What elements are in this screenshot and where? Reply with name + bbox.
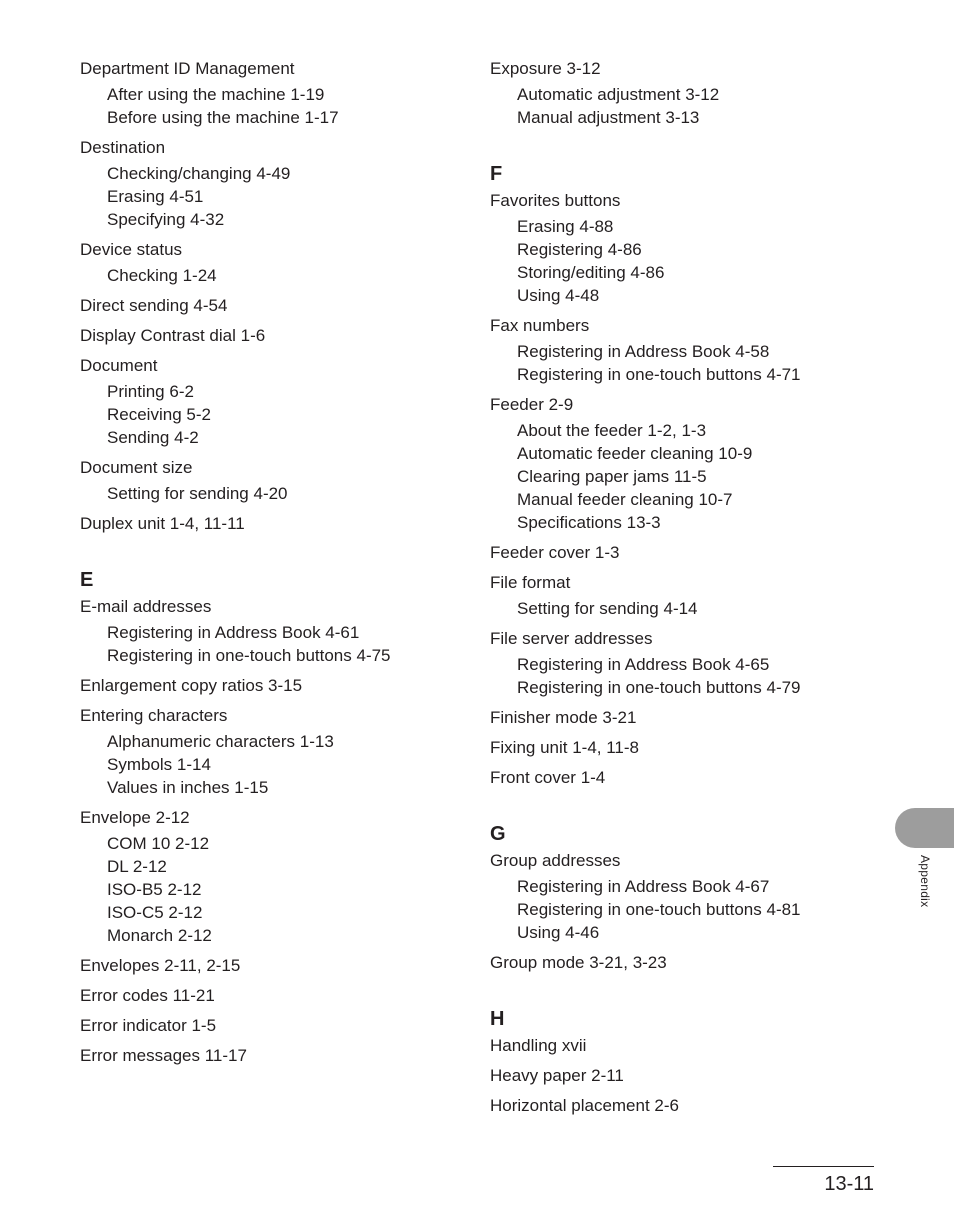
index-entry bbox=[80, 1044, 480, 1067]
index-term: Feeder 2-9 bbox=[490, 395, 574, 414]
index-subentries bbox=[80, 264, 480, 287]
index-subentries bbox=[80, 380, 480, 449]
index-subentries bbox=[80, 832, 480, 947]
index-subterm: Monarch 2-12 bbox=[107, 926, 212, 945]
index-term: E-mail addresses bbox=[80, 597, 212, 616]
index-section bbox=[80, 57, 480, 535]
index-subterm: Symbols 1-14 bbox=[107, 755, 211, 774]
index-term: Group addresses bbox=[490, 851, 621, 870]
index-entry bbox=[490, 951, 890, 974]
index-term: Direct sending 4-54 bbox=[80, 296, 228, 315]
index-term: Document size bbox=[80, 458, 193, 477]
index-subterm: COM 10 2-12 bbox=[107, 834, 210, 853]
page-number: 13-11 bbox=[824, 1173, 874, 1195]
index-subterm: Registering in one-touch buttons 4-75 bbox=[107, 646, 391, 665]
index-subterm: Checking 1-24 bbox=[107, 266, 217, 285]
index-subterm: Setting for sending 4-14 bbox=[517, 599, 698, 618]
index-term: Document bbox=[80, 356, 158, 375]
index-entry bbox=[490, 736, 890, 759]
index-subterm: Receiving 5-2 bbox=[107, 405, 211, 424]
index-entry bbox=[490, 314, 890, 386]
index-subentries bbox=[490, 875, 890, 944]
index-entry bbox=[80, 57, 480, 129]
index-subterm: Automatic feeder cleaning 10-9 bbox=[517, 444, 753, 463]
index-subterm: Erasing 4-51 bbox=[107, 187, 204, 206]
index-entry bbox=[490, 57, 890, 129]
index-subterm: Automatic adjustment 3-12 bbox=[517, 85, 720, 104]
index-subentries bbox=[490, 83, 890, 129]
index-entry bbox=[80, 324, 480, 347]
index-entry bbox=[80, 1014, 480, 1037]
index-subterm: About the feeder 1-2, 1-3 bbox=[517, 421, 707, 440]
index-term: Exposure 3-12 bbox=[490, 59, 601, 78]
index-entry bbox=[490, 706, 890, 729]
section-letter: G bbox=[490, 823, 506, 845]
index-term: Envelopes 2-11, 2-15 bbox=[80, 956, 241, 975]
index-subterm: Using 4-46 bbox=[517, 923, 600, 942]
index-subterm: Sending 4-2 bbox=[107, 428, 199, 447]
index-column-left bbox=[80, 57, 480, 1067]
index-term: Finisher mode 3-21 bbox=[490, 708, 637, 727]
index-subentries bbox=[80, 482, 480, 505]
appendix-tab-label: Appendix bbox=[918, 855, 932, 908]
section-letter: F bbox=[490, 163, 503, 185]
section-letter: H bbox=[490, 1008, 505, 1030]
index-entry bbox=[80, 238, 480, 287]
index-entry bbox=[80, 294, 480, 317]
index-term: Duplex unit 1-4, 11-11 bbox=[80, 514, 245, 533]
index-subentries bbox=[490, 653, 890, 699]
index-subterm: ISO-C5 2-12 bbox=[107, 903, 203, 922]
index-entry bbox=[490, 1094, 890, 1117]
index-subentries bbox=[490, 597, 890, 620]
index-entry bbox=[80, 354, 480, 449]
index-term: Department ID Management bbox=[80, 59, 295, 78]
index-subterm: ISO-B5 2-12 bbox=[107, 880, 202, 899]
index-subentries bbox=[80, 621, 480, 667]
index-subterm: Registering in Address Book 4-67 bbox=[517, 877, 770, 896]
index-subterm: Values in inches 1-15 bbox=[107, 778, 269, 797]
index-entry bbox=[80, 954, 480, 977]
index-term: Error messages 11-17 bbox=[80, 1046, 247, 1065]
index-subterm: Using 4-48 bbox=[517, 286, 600, 305]
index-subterm: After using the machine 1-19 bbox=[107, 85, 325, 104]
index-term: Entering characters bbox=[80, 706, 228, 725]
index-subterm: Registering in one-touch buttons 4-71 bbox=[517, 365, 801, 384]
index-term: Horizontal placement 2-6 bbox=[490, 1096, 679, 1115]
index-subterm: Specifying 4-32 bbox=[107, 210, 225, 229]
index-entry bbox=[490, 627, 890, 699]
index-term: Fixing unit 1-4, 11-8 bbox=[490, 738, 639, 757]
index-entry bbox=[490, 541, 890, 564]
index-term: File format bbox=[490, 573, 571, 592]
index-subentries bbox=[490, 215, 890, 307]
index-subentries bbox=[490, 340, 890, 386]
index-subterm: Manual feeder cleaning 10-7 bbox=[517, 490, 733, 509]
index-term: Display Contrast dial 1-6 bbox=[80, 326, 266, 345]
index-entry bbox=[490, 1064, 890, 1087]
index-term: Destination bbox=[80, 138, 166, 157]
index-subterm: Registering in Address Book 4-61 bbox=[107, 623, 360, 642]
index-column-right bbox=[490, 57, 890, 1117]
index-subterm: Storing/editing 4-86 bbox=[517, 263, 665, 282]
index-subterm: Specifications 13-3 bbox=[517, 513, 661, 532]
index-term: Handling xvii bbox=[490, 1036, 587, 1055]
index-subterm: Before using the machine 1-17 bbox=[107, 108, 339, 127]
index-subterm: Printing 6-2 bbox=[107, 382, 194, 401]
index-entry bbox=[490, 766, 890, 789]
index-entry bbox=[80, 595, 480, 667]
index-entry bbox=[490, 849, 890, 944]
index-subterm: Setting for sending 4-20 bbox=[107, 484, 288, 503]
index-term: Device status bbox=[80, 240, 183, 259]
index-term: Front cover 1-4 bbox=[490, 768, 606, 787]
index-term: File server addresses bbox=[490, 629, 653, 648]
index-entry bbox=[80, 674, 480, 697]
index-entry bbox=[80, 704, 480, 799]
index-subterm: Registering in Address Book 4-65 bbox=[517, 655, 770, 674]
index-entry bbox=[490, 1034, 890, 1057]
index-term: Enlargement copy ratios 3-15 bbox=[80, 676, 303, 695]
index-entry bbox=[490, 571, 890, 620]
index-term: Fax numbers bbox=[490, 316, 590, 335]
index-term: Favorites buttons bbox=[490, 191, 621, 210]
index-subentries bbox=[80, 83, 480, 129]
index-subterm: Manual adjustment 3-13 bbox=[517, 108, 700, 127]
index-subentries bbox=[80, 730, 480, 799]
index-term: Group mode 3-21, 3-23 bbox=[490, 953, 667, 972]
index-subterm: DL 2-12 bbox=[107, 857, 167, 876]
index-subterm: Alphanumeric characters 1-13 bbox=[107, 732, 334, 751]
index-entry bbox=[80, 512, 480, 535]
index-section bbox=[490, 57, 890, 129]
index-term: Error indicator 1-5 bbox=[80, 1016, 217, 1035]
index-subterm: Checking/changing 4-49 bbox=[107, 164, 291, 183]
index-entry bbox=[80, 806, 480, 947]
index-entry bbox=[80, 984, 480, 1007]
index-section bbox=[80, 567, 480, 1067]
index-subentries bbox=[80, 162, 480, 231]
index-subterm: Registering in one-touch buttons 4-81 bbox=[517, 900, 801, 919]
index-subterm: Registering in one-touch buttons 4-79 bbox=[517, 678, 801, 697]
index-subterm: Registering 4-86 bbox=[517, 240, 642, 259]
index-entry bbox=[80, 136, 480, 231]
index-subterm: Erasing 4-88 bbox=[517, 217, 614, 236]
index-entry bbox=[490, 189, 890, 307]
index-term: Feeder cover 1-3 bbox=[490, 543, 620, 562]
index-subterm: Clearing paper jams 11-5 bbox=[517, 467, 707, 486]
index-subterm: Registering in Address Book 4-58 bbox=[517, 342, 770, 361]
index-entry bbox=[490, 393, 890, 534]
index-term: Envelope 2-12 bbox=[80, 808, 190, 827]
index-term: Error codes 11-21 bbox=[80, 986, 215, 1005]
index-section bbox=[490, 161, 890, 789]
section-letter: E bbox=[80, 569, 94, 591]
index-section bbox=[490, 821, 890, 974]
index-entry bbox=[80, 456, 480, 505]
index-section bbox=[490, 1006, 890, 1117]
index-term: Heavy paper 2-11 bbox=[490, 1066, 624, 1085]
index-subentries bbox=[490, 419, 890, 534]
appendix-tab bbox=[895, 808, 954, 848]
footer-rule bbox=[773, 1166, 874, 1167]
